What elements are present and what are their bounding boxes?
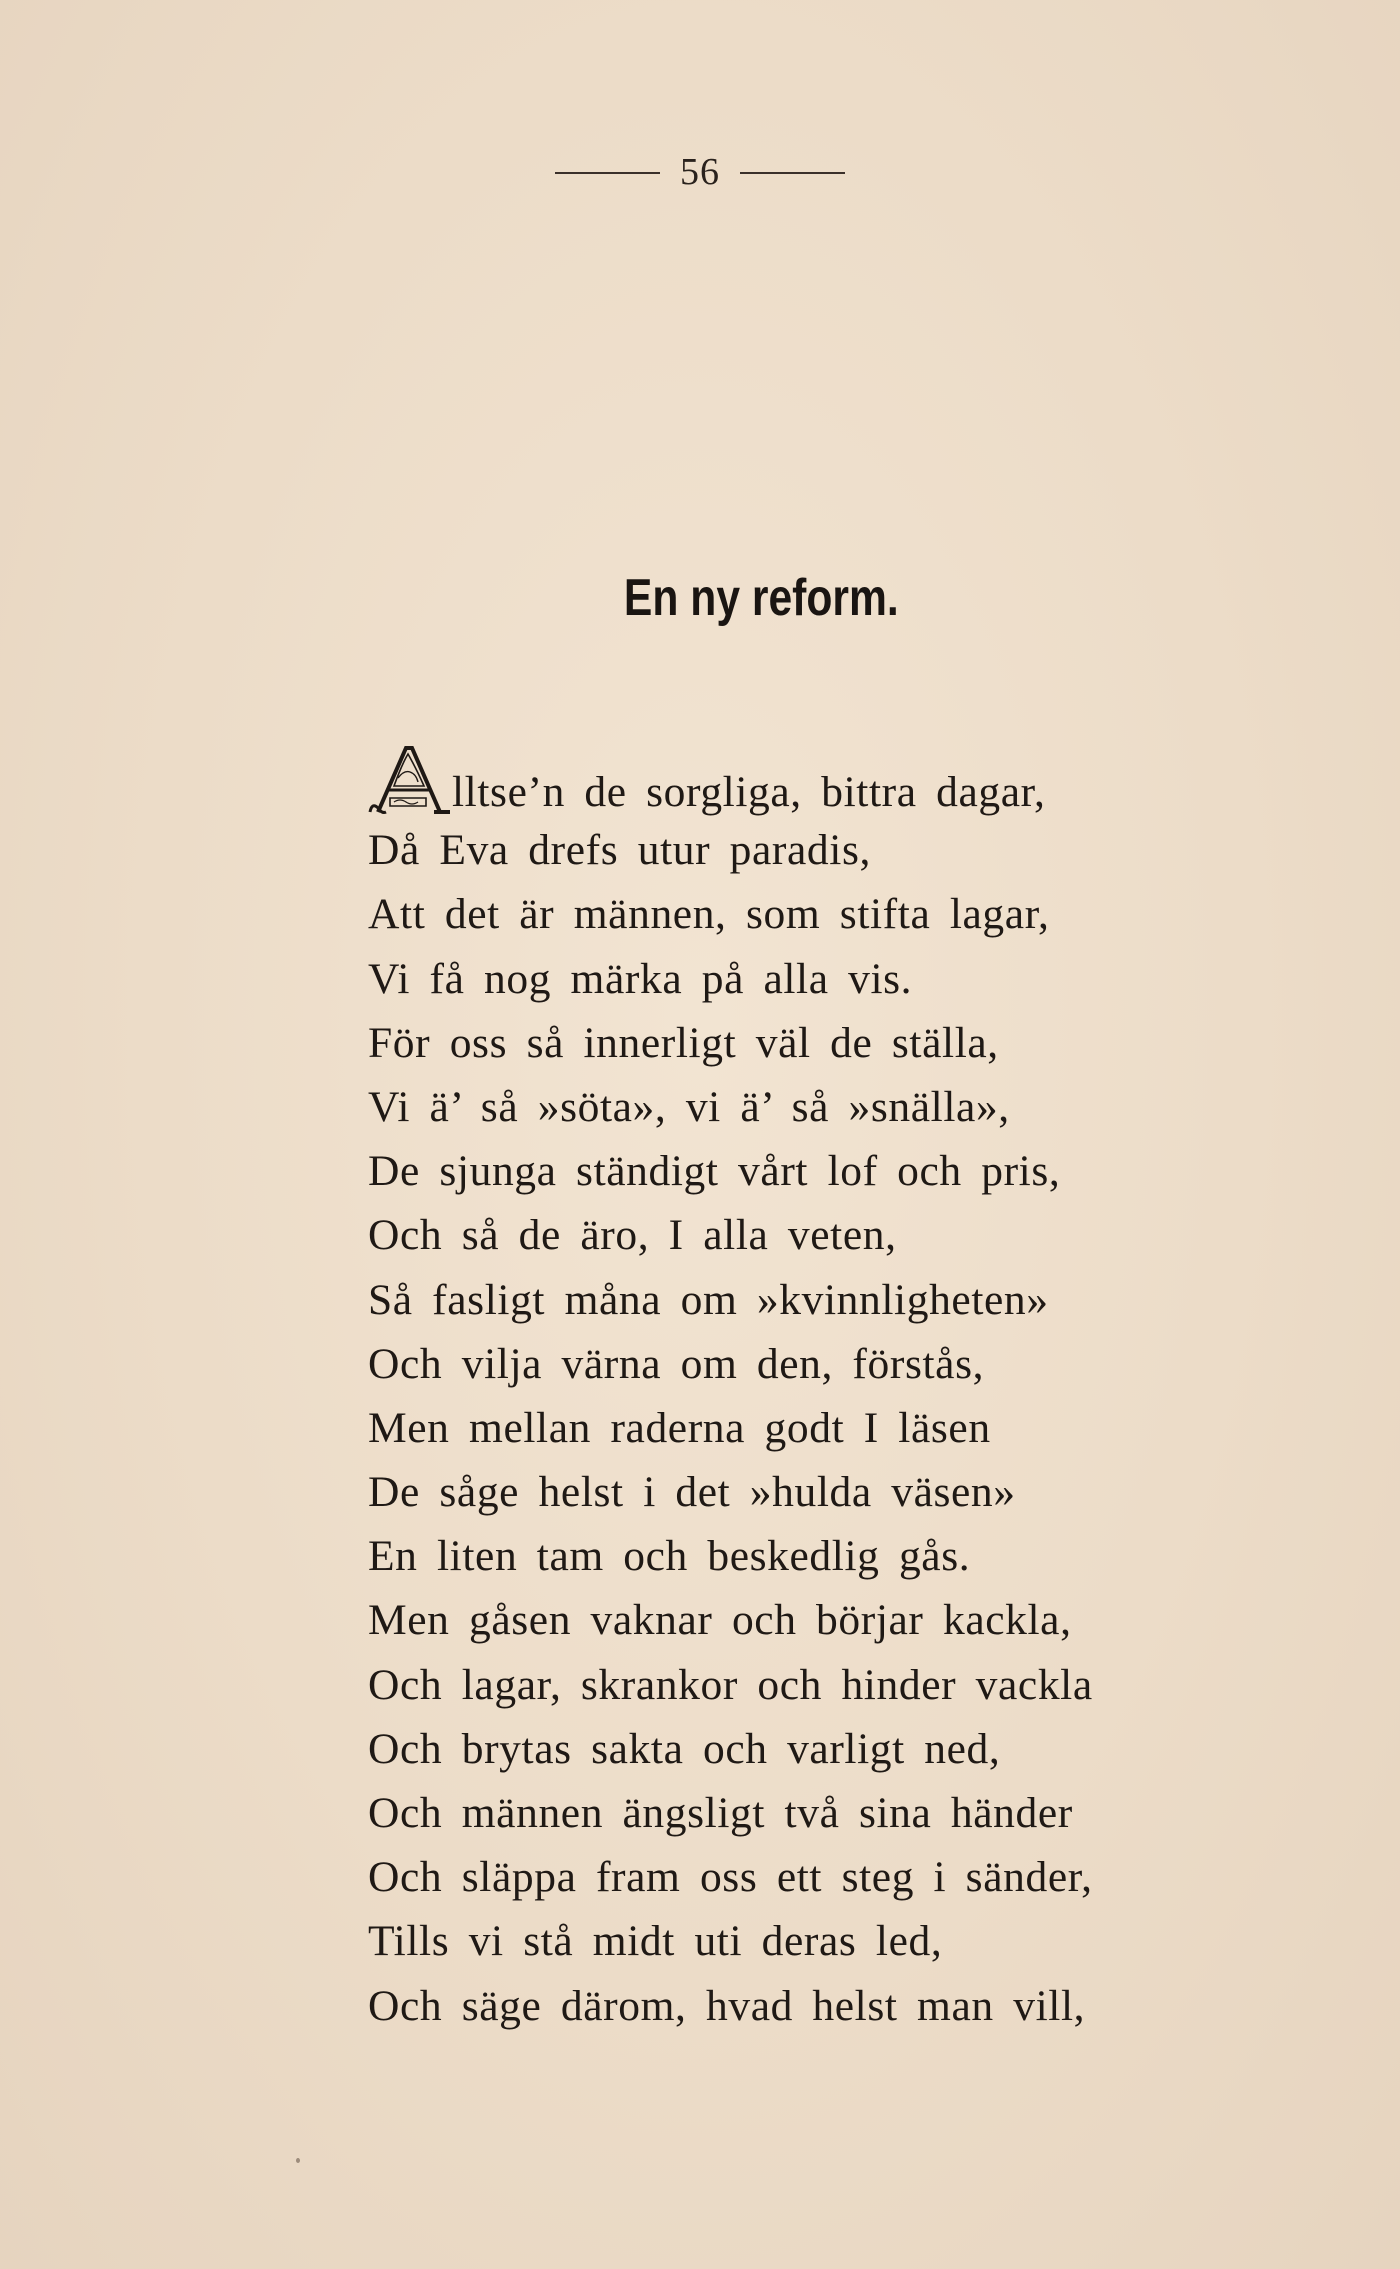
poem-line: Och vilja värna om den, förstås, (368, 1339, 985, 1388)
poem-line: Att det är männen, som stifta lagar, (368, 890, 1050, 939)
poem-line: Men mellan raderna godt I läsen (368, 1403, 991, 1452)
page-number: 56 (680, 151, 720, 193)
poem-line: Och så de äro, I alla veten, (368, 1211, 897, 1260)
poem-line-text: lltse’n de sorgliga, bittra dagar, (452, 767, 1046, 816)
right-rule (740, 172, 845, 174)
poem-body (368, 754, 1368, 2038)
poem-line: Och brytas sakta och varligt ned, (368, 1724, 1001, 1773)
poem-line: Och lagar, skrankor och hinder vackla (368, 1660, 1093, 1709)
poem-line: De såge helst i det »hulda väsen» (368, 1468, 1016, 1517)
poem-line: De sjunga ständigt vårt lof och pris, (368, 1147, 1061, 1196)
poem-line: Vi få nog märka på alla vis. (368, 954, 913, 1003)
poem-line: Och släppa fram oss ett steg i sänder, (368, 1853, 1093, 1902)
poem-line: Tills vi stå midt uti deras led, (368, 1917, 943, 1966)
ornamental-a-icon (368, 742, 452, 816)
poem-line-first (368, 754, 1368, 818)
poem-line: Men gåsen vaknar och börjar kackla, (368, 1596, 1072, 1645)
left-rule (555, 172, 660, 174)
poem-line: Och säge därom, hvad helst man vill, (368, 1981, 1086, 2030)
poem-line: För oss så innerligt väl de ställa, (368, 1018, 999, 1067)
poem-line: Så fasligt måna om »kvinnligheten» (368, 1275, 1049, 1324)
poem-title: En ny reform. (623, 569, 899, 627)
poem-line: Och männen ängsligt två sina händer (368, 1789, 1073, 1837)
poem-line: En liten tam och beskedlig gås. (368, 1532, 971, 1581)
decorative-drop-cap (368, 754, 450, 824)
poem-line: Då Eva drefs utur paradis, (368, 826, 871, 875)
poem-line: Vi ä’ så »söta», vi ä’ så »snälla», (368, 1082, 1010, 1131)
paper-speck (296, 2158, 300, 2163)
page-number-header (0, 150, 1400, 194)
